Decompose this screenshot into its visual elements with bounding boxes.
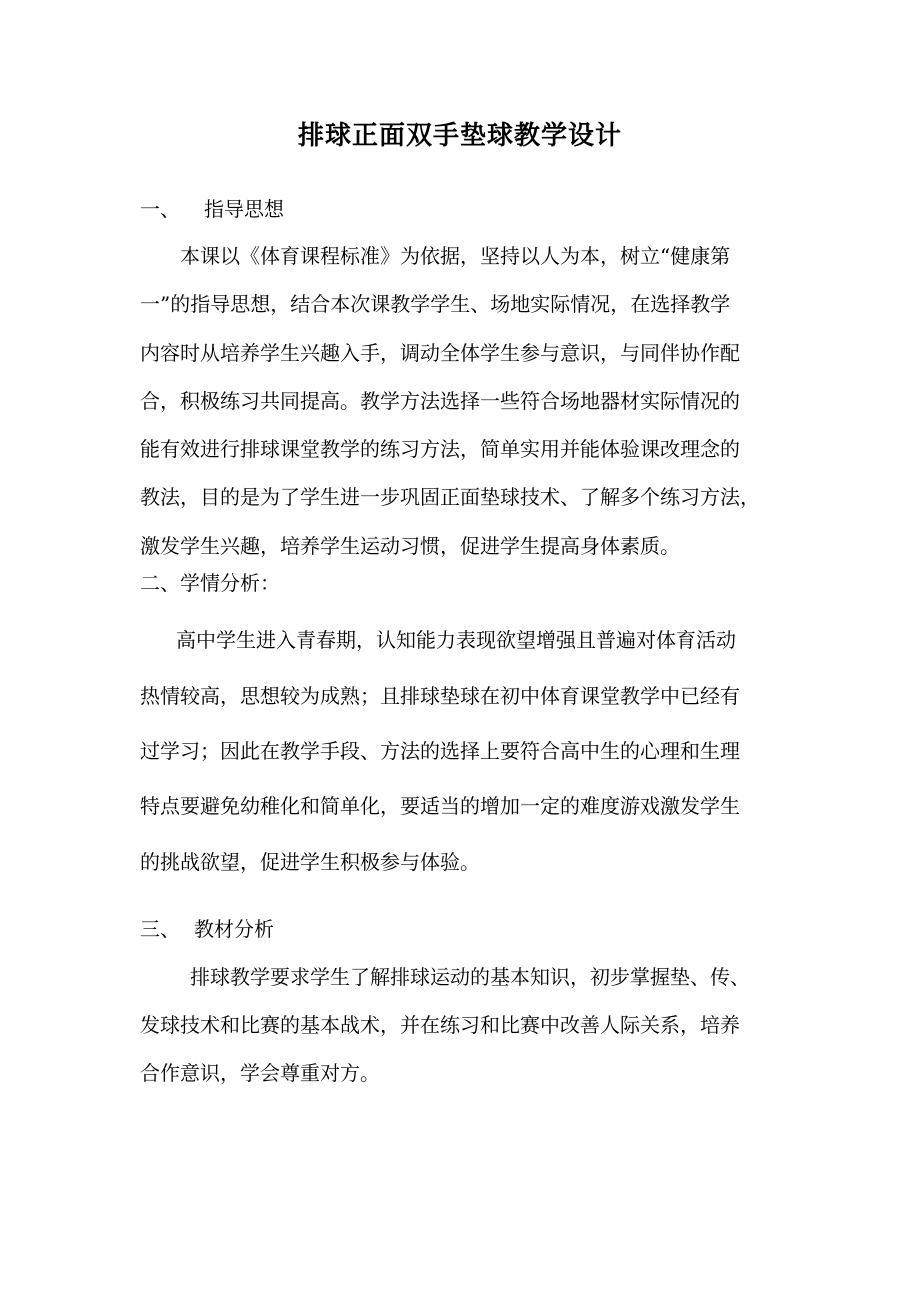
section-3-title: 教材分析 (194, 917, 274, 941)
section-1-heading (140, 194, 284, 224)
document-title: 排球正面双手垫球教学设计 (297, 121, 622, 151)
paragraph-line: 发球技术和比赛的基本战术，并在练习和比赛中改善人际关系，培养 (140, 1013, 740, 1037)
paragraph-line: 教法，目的是为了学生进一步巩固正面垫球技术、了解多个练习方法， (140, 485, 760, 509)
section-3-number: 三、 (140, 917, 180, 941)
paragraph-line: 激发学生兴趣，培养学生运动习惯，促进学生提高身体素质。 (140, 534, 680, 558)
paragraph-line: 高中学生进入青春期，认知能力表现欲望增强且普遍对体育活动 (176, 628, 736, 652)
paragraph-line: 一”的指导思想，结合本次课教学学生、场地实际情况，在选择教学 (140, 292, 731, 316)
section-1-title: 指导思想 (204, 197, 284, 221)
paragraph-line: 本课以《体育课程标准》为依据，坚持以人为本，树立“健康第 (180, 244, 731, 268)
section-2-heading: 二、学情分析： (140, 571, 280, 595)
paragraph-line: 的挑战欲望，促进学生积极参与体验。 (140, 850, 480, 874)
section-1-number: 一、 (140, 197, 180, 221)
paragraph-line: 合，积极练习共同提高。教学方法选择一些符合场地器材实际情况的 (140, 389, 740, 413)
paragraph-line: 排球教学要求学生了解排球运动的基本知识，初步掌握垫、传、 (190, 965, 750, 989)
section-3-heading (140, 914, 274, 944)
paragraph-line: 内容时从培养学生兴趣入手，调动全体学生参与意识，与同伴协作配 (140, 341, 740, 365)
paragraph-line: 特点要避免幼稚化和简单化，要适当的增加一定的难度游戏激发学生 (140, 794, 740, 818)
paragraph-line: 合作意识，学会尊重对方。 (140, 1061, 380, 1085)
paragraph-line: 能有效进行排球课堂教学的练习方法，简单实用并能体验课改理念的 (140, 437, 740, 461)
paragraph-line: 过学习；因此在教学手段、方法的选择上要符合高中生的心理和生理 (140, 739, 740, 763)
paragraph-line: 热情较高，思想较为成熟；且排球垫球在初中体育课堂教学中已经有 (140, 684, 740, 708)
